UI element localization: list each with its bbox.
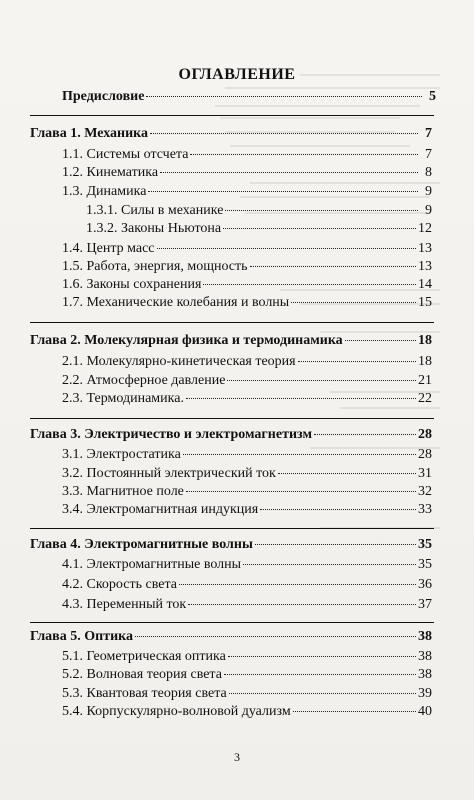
toc-chapter-1[interactable] — [30, 125, 432, 143]
dot-leader — [160, 172, 418, 173]
toc-entry[interactable] — [62, 556, 432, 574]
toc-page-number: 8 — [425, 165, 432, 180]
toc-entry[interactable] — [62, 294, 432, 312]
toc-page-number: 7 — [425, 126, 432, 141]
toc-page-number: 35 — [418, 557, 432, 572]
toc-entry[interactable] — [62, 446, 432, 464]
toc-page-number: 38 — [418, 629, 432, 644]
section-divider — [30, 322, 434, 323]
toc-subentry[interactable] — [86, 202, 432, 220]
toc-entry[interactable] — [62, 390, 432, 408]
toc-entry[interactable] — [62, 596, 432, 614]
toc-page-number: 37 — [418, 597, 432, 612]
toc-entry-label: 1.3.2. Законы Ньютона — [86, 221, 222, 236]
toc-page-number: 40 — [418, 704, 432, 719]
toc-page-number: 38 — [418, 667, 432, 682]
dot-leader — [150, 133, 418, 134]
section-divider — [30, 115, 434, 116]
section-divider — [30, 418, 434, 419]
toc-entry-label: 1.5. Работа, энергия, мощность — [62, 259, 248, 274]
toc-entry[interactable] — [62, 258, 432, 276]
toc-page-number: 28 — [418, 427, 432, 442]
toc-entry-label: 1.7. Механические колебания и волны — [62, 295, 290, 310]
toc-subentry[interactable] — [86, 220, 432, 238]
dot-leader — [224, 674, 416, 675]
toc-page-number: 18 — [418, 354, 432, 369]
dot-leader — [250, 266, 416, 267]
dot-leader — [291, 302, 416, 303]
toc-entry-label: 3.2. Постоянный электрический ток — [62, 466, 276, 481]
toc-entry[interactable] — [62, 372, 432, 390]
dot-leader — [135, 636, 416, 637]
toc-page-number: 13 — [418, 259, 432, 274]
toc-entry-label: 4.3. Переменный ток — [62, 597, 187, 612]
toc-page-number: 22 — [418, 391, 432, 406]
section-divider — [30, 528, 434, 529]
toc-chapter-2[interactable] — [30, 332, 432, 350]
toc-page-number: 13 — [418, 241, 432, 256]
dot-leader — [345, 340, 416, 341]
dot-leader — [186, 398, 416, 399]
toc-entry-label: 2.2. Атмосферное давление — [62, 373, 226, 388]
dot-leader — [190, 154, 418, 155]
dot-leader — [228, 656, 416, 657]
toc-entry[interactable] — [62, 703, 432, 721]
toc-entry-label: 3.3. Магнитное поле — [62, 484, 184, 499]
dot-leader — [188, 604, 416, 605]
toc-entry-label: 1.1. Системы отсчета — [62, 147, 189, 162]
toc-page-number: 28 — [418, 447, 432, 462]
toc-entry[interactable] — [62, 648, 432, 666]
toc-page-number: 5 — [429, 89, 436, 104]
dot-leader — [183, 454, 416, 455]
dot-leader — [293, 711, 416, 712]
dot-leader — [157, 248, 416, 249]
toc-page-number: 18 — [418, 333, 432, 348]
toc-chapter-label: Глава 1. Механика — [30, 126, 149, 141]
toc-entry-label: 1.4. Центр масс — [62, 241, 155, 256]
dot-leader — [146, 96, 422, 97]
toc-entry-label: 1.2. Кинематика — [62, 165, 159, 180]
toc-entry-preface[interactable] — [62, 88, 436, 106]
toc-entry[interactable] — [62, 666, 432, 684]
toc-page-number: 15 — [418, 295, 432, 310]
toc-entry[interactable] — [62, 240, 432, 258]
toc-entry[interactable] — [62, 483, 432, 501]
toc-chapter-label: Глава 2. Молекулярная физика и термодинамика — [30, 333, 343, 348]
toc-page-number: 31 — [418, 466, 432, 481]
dot-leader — [278, 473, 416, 474]
toc-page-number: 7 — [425, 147, 432, 162]
toc-page-number: 36 — [418, 577, 432, 592]
section-divider — [30, 622, 434, 623]
toc-entry-label: 5.3. Квантовая теория света — [62, 686, 227, 701]
toc-page-number: 38 — [418, 649, 432, 664]
toc-page-number: 12 — [418, 221, 432, 236]
toc-entry[interactable] — [62, 465, 432, 483]
toc-chapter-4[interactable] — [30, 536, 432, 554]
toc-entry[interactable] — [62, 164, 432, 182]
toc-entry-label: 2.1. Молекулярно-кинетическая теория — [62, 354, 296, 369]
toc-page-number: 9 — [425, 184, 432, 199]
toc-entry[interactable] — [62, 353, 432, 371]
toc-entry[interactable] — [62, 501, 432, 519]
dot-leader — [148, 191, 418, 192]
toc-entry-label: 5.2. Волновая теория света — [62, 667, 222, 682]
toc-page-number: 9 — [425, 203, 432, 218]
toc-entry[interactable] — [62, 685, 432, 703]
dot-leader — [229, 693, 416, 694]
dot-leader — [179, 584, 416, 585]
toc-entry[interactable] — [62, 276, 432, 294]
toc-entry-label: 2.3. Термодинамика. — [62, 391, 184, 406]
toc-entry-label: 3.1. Электростатика — [62, 447, 181, 462]
toc-chapter-label: Глава 5. Оптика — [30, 629, 133, 644]
dot-leader — [186, 491, 416, 492]
toc-page-number: 32 — [418, 484, 432, 499]
toc-chapter-5[interactable] — [30, 628, 432, 646]
toc-entry[interactable] — [62, 576, 432, 594]
toc-entry-label: 5.1. Геометрическая оптика — [62, 649, 226, 664]
toc-entry[interactable] — [62, 146, 432, 164]
dot-leader — [223, 228, 416, 229]
toc-entry-label: 1.6. Законы сохранения — [62, 277, 202, 292]
toc-entry-label: 1.3.1. Силы в механике — [86, 203, 224, 218]
toc-entry-label: 4.2. Скорость света — [62, 577, 177, 592]
page-number: 3 — [234, 750, 240, 764]
dot-leader — [314, 434, 416, 435]
dot-leader — [243, 564, 416, 565]
toc-entry[interactable] — [62, 183, 432, 201]
toc-chapter-3[interactable] — [30, 426, 432, 444]
dot-leader — [203, 284, 416, 285]
dot-leader — [260, 509, 416, 510]
toc-entry-label: 3.4. Электромагнитная индукция — [62, 502, 259, 517]
toc-entry-label: 1.3. Динамика — [62, 184, 147, 199]
toc-page-number: 39 — [418, 686, 432, 701]
toc-entry-label: 4.1. Электромагнитные волны — [62, 557, 242, 572]
toc-chapter-label: Глава 4. Электромагнитные волны — [30, 537, 253, 552]
dot-leader — [227, 380, 416, 381]
toc-entry-label: Предисловие — [62, 89, 145, 104]
toc-title: ОГЛАВЛЕНИЕ — [178, 66, 296, 83]
dot-leader — [255, 544, 416, 545]
toc-page-number: 21 — [418, 373, 432, 388]
toc-entry-label: 5.4. Корпускулярно-волновой дуализм — [62, 704, 291, 719]
toc-chapter-label: Глава 3. Электричество и электромагнетизм — [30, 427, 312, 442]
dot-leader — [298, 361, 416, 362]
toc-page-number: 33 — [418, 502, 432, 517]
toc-page-number: 35 — [418, 537, 432, 552]
toc-page-number: 14 — [418, 277, 432, 292]
dot-leader — [225, 210, 418, 211]
